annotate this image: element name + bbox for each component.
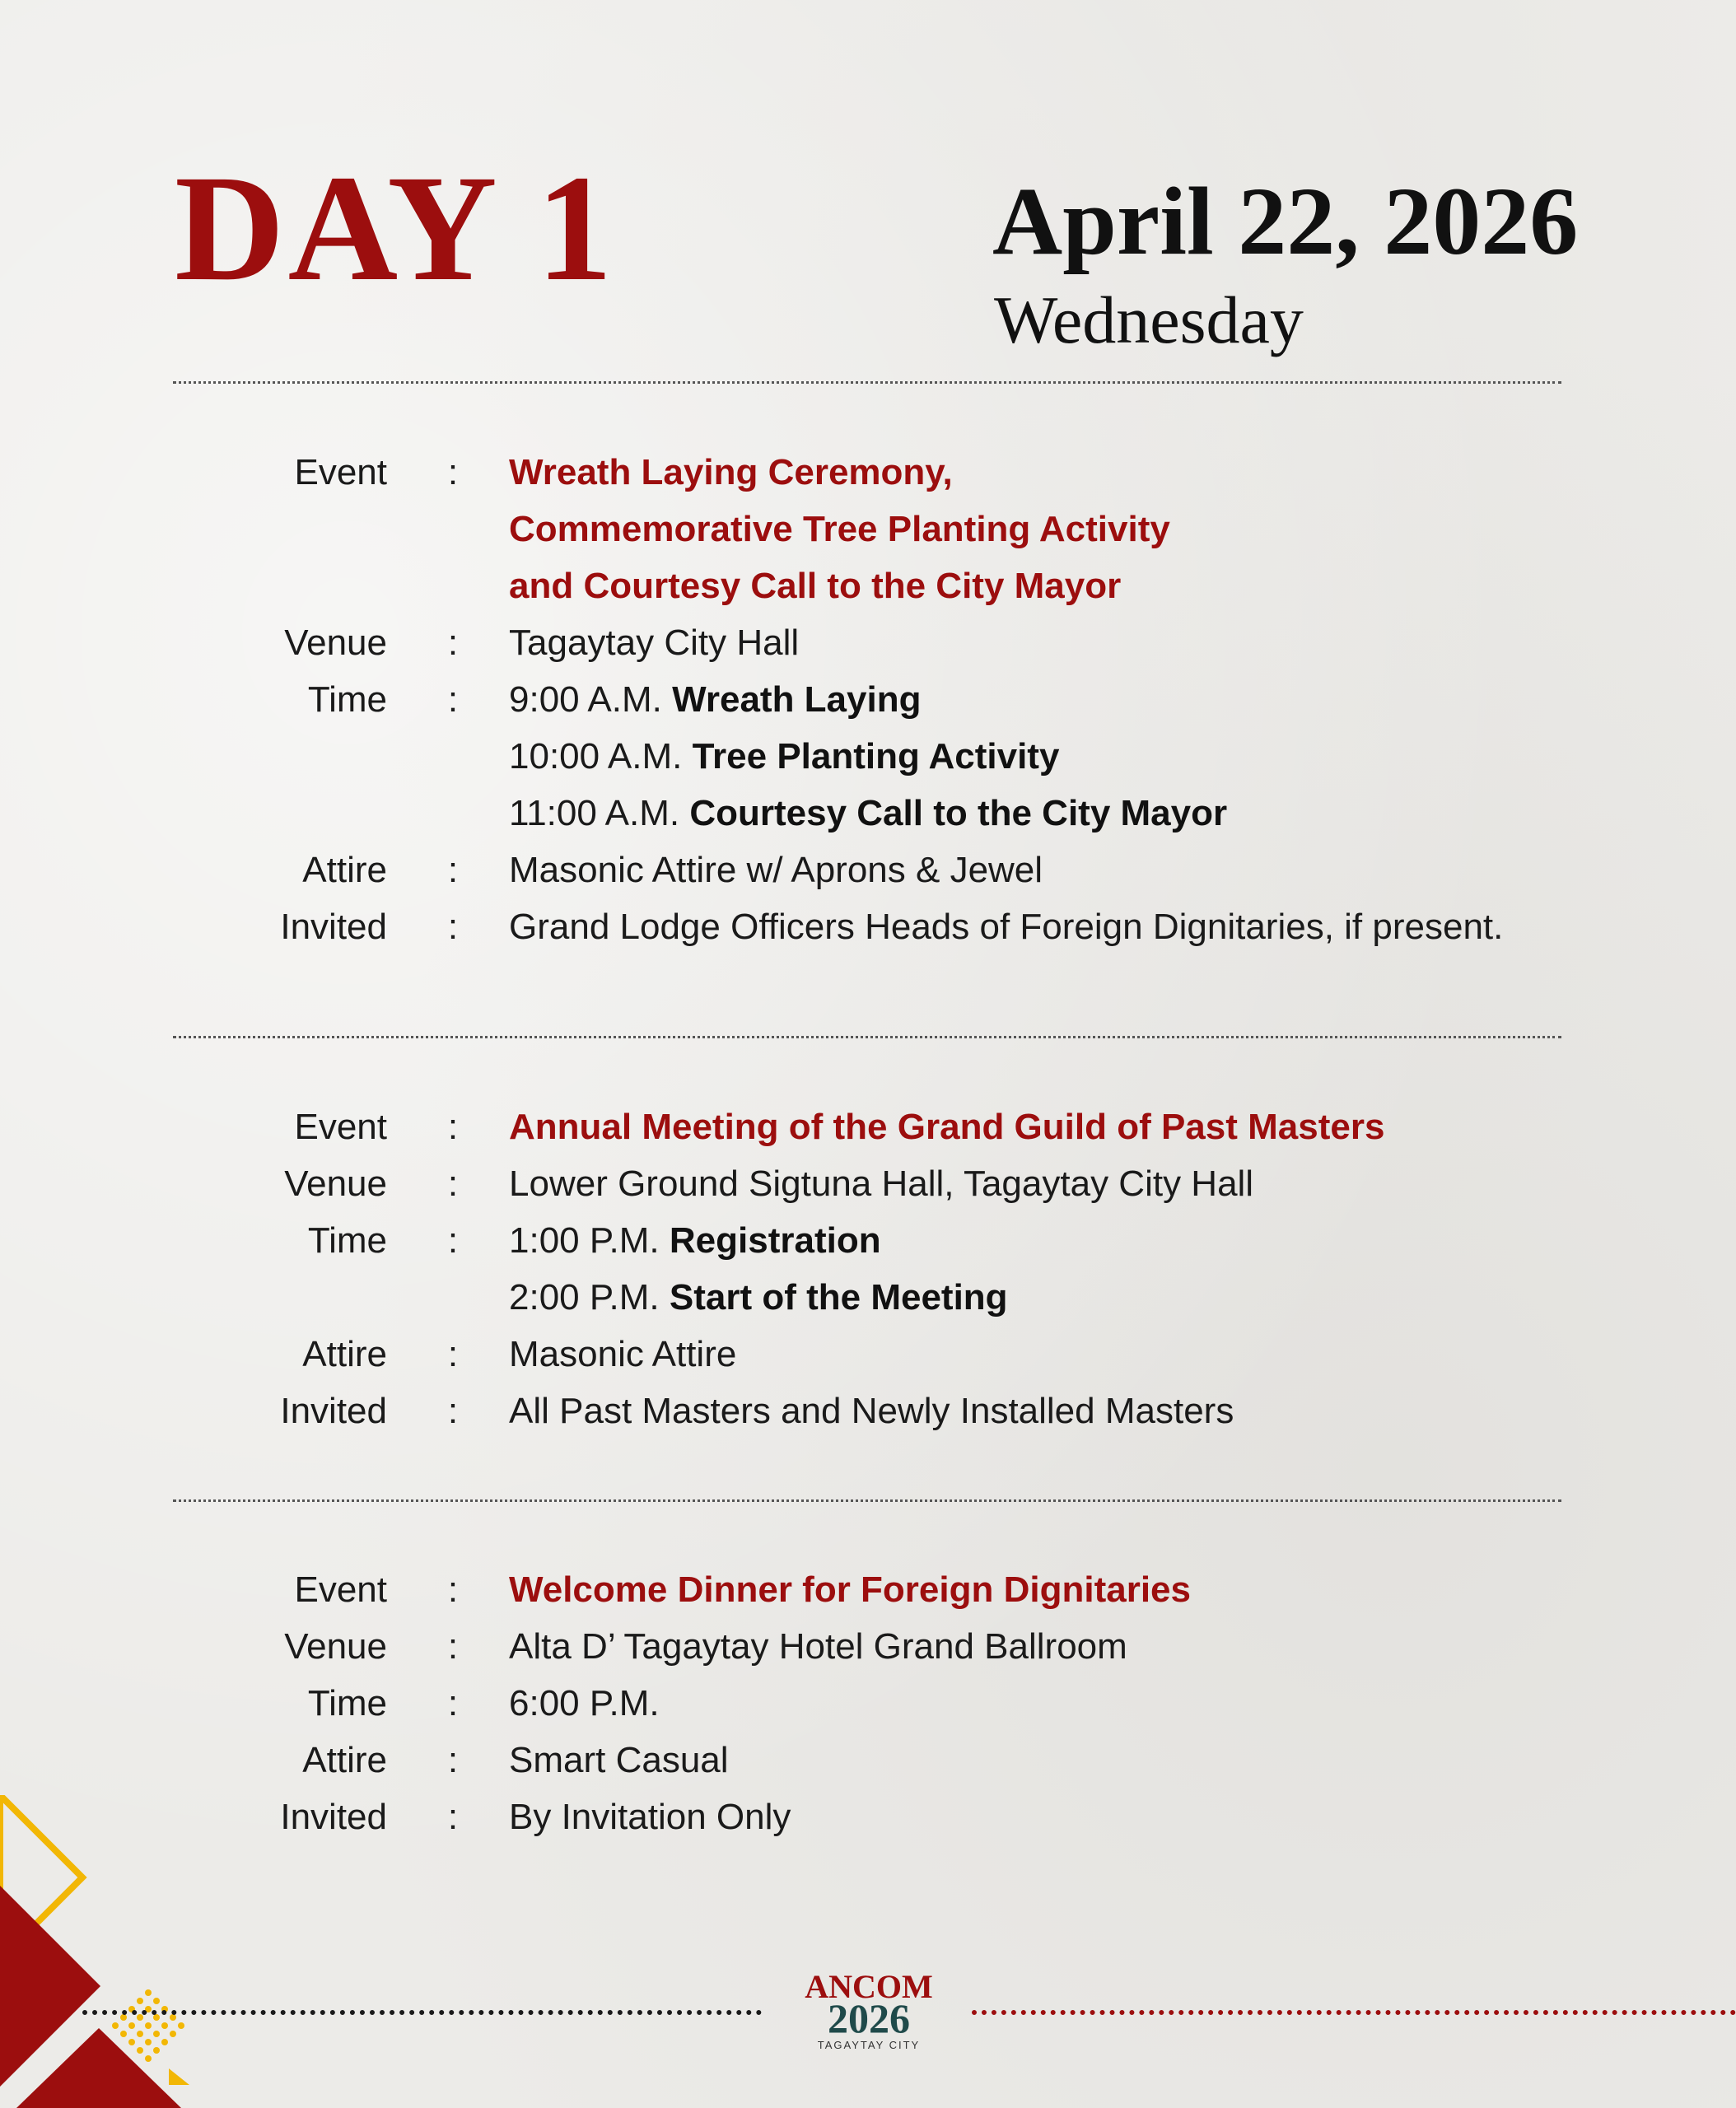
time-entry: [509, 785, 1227, 842]
time-row-continued: [0, 1269, 1736, 1326]
colon: :: [447, 1107, 459, 1147]
event-block-1: [0, 444, 1736, 955]
venue-value: Tagaytay City Hall: [509, 623, 800, 663]
time-description: Courtesy Call to the City Mayor: [689, 793, 1228, 833]
venue-value: Alta D’ Tagaytay Hotel Grand Ballroom: [509, 1626, 1127, 1667]
time-description: Registration: [669, 1220, 881, 1261]
gold-dotted-diamond: [112, 1989, 184, 2062]
time-row: [0, 1212, 1736, 1269]
invited-label: Invited: [280, 907, 387, 947]
time-value: 1:00 P.M.: [509, 1220, 660, 1261]
divider: [173, 1036, 1561, 1038]
event-block-3: [0, 1561, 1736, 1845]
time-row-continued: [0, 728, 1736, 785]
event-label: Event: [294, 1569, 387, 1610]
time-value: 9:00 A.M.: [509, 679, 662, 720]
time-value: 6:00 P.M.: [509, 1683, 660, 1723]
time-value: 2:00 P.M.: [509, 1277, 660, 1318]
event-title-line: Welcome Dinner for Foreign Dignitaries: [509, 1569, 1191, 1610]
logo-line-2: 2026: [828, 1995, 910, 2041]
event-title-line: Commemorative Tree Planting Activity: [509, 509, 1170, 549]
colon: :: [447, 1683, 459, 1723]
invited-row: [0, 1789, 1736, 1845]
colon: :: [447, 679, 459, 720]
time-description: Start of the Meeting: [669, 1277, 1008, 1318]
colon: :: [447, 1164, 459, 1204]
gold-triangle: [169, 2068, 189, 2085]
time-description: Wreath Laying: [672, 679, 922, 720]
colon: :: [447, 452, 459, 492]
invited-value: All Past Masters and Newly Installed Masters: [509, 1391, 1234, 1431]
invited-row: [0, 898, 1736, 955]
time-row: [0, 1675, 1736, 1732]
divider: [173, 381, 1561, 384]
event-row: [0, 444, 1736, 501]
time-value: 10:00 A.M.: [509, 736, 683, 777]
footer-dotted-line-left: [82, 2010, 762, 2015]
attire-value: Smart Casual: [509, 1740, 729, 1780]
time-label: Time: [307, 1683, 387, 1723]
invited-value: Grand Lodge Officers Heads of Foreign Dignitaries, if present.: [509, 907, 1504, 947]
attire-row: [0, 1732, 1736, 1789]
invited-label: Invited: [280, 1797, 387, 1837]
footer-dotted-line-right: [972, 2010, 1736, 2015]
event-row: [0, 1561, 1736, 1618]
colon: :: [447, 907, 459, 947]
time-entry: [509, 671, 921, 728]
event-block-2: [0, 1098, 1736, 1439]
invited-value: By Invitation Only: [509, 1797, 791, 1837]
time-row-continued: [0, 785, 1736, 842]
venue-label: Venue: [284, 623, 387, 663]
corner-decoration: [0, 1795, 214, 2108]
attire-label: Attire: [302, 850, 387, 890]
divider: [173, 1499, 1561, 1502]
colon: :: [447, 1391, 459, 1431]
attire-value: Masonic Attire: [509, 1334, 737, 1374]
attire-row: [0, 842, 1736, 898]
event-row: [0, 1098, 1736, 1155]
event-date: April 22, 2026: [992, 167, 1579, 275]
event-row-continued: [0, 501, 1736, 557]
time-entry: [509, 1212, 881, 1269]
venue-label: Venue: [284, 1164, 387, 1204]
venue-row: [0, 1155, 1736, 1212]
event-title-line: Wreath Laying Ceremony,: [509, 452, 953, 492]
time-entry: [509, 728, 1059, 785]
venue-value: Lower Ground Sigtuna Hall, Tagaytay City Hall: [509, 1164, 1254, 1204]
event-title-line: and Courtesy Call to the City Mayor: [509, 566, 1122, 606]
event-row-continued: [0, 557, 1736, 614]
colon: :: [447, 1626, 459, 1667]
time-row: [0, 671, 1736, 728]
colon: :: [447, 1569, 459, 1610]
venue-row: [0, 1618, 1736, 1675]
attire-label: Attire: [302, 1740, 387, 1780]
venue-row: [0, 614, 1736, 671]
logo-line-1: ANCOM: [805, 1968, 933, 2005]
event-title-line: Annual Meeting of the Grand Guild of Past Masters: [509, 1107, 1385, 1147]
colon: :: [447, 850, 459, 890]
time-description: Tree Planting Activity: [692, 736, 1060, 777]
colon: :: [447, 1740, 459, 1780]
invited-row: [0, 1383, 1736, 1439]
invited-label: Invited: [280, 1391, 387, 1431]
attire-row: [0, 1326, 1736, 1383]
time-label: Time: [307, 679, 387, 720]
day-title: DAY 1: [175, 144, 616, 313]
ancom-2026-logo: [782, 1966, 955, 2057]
colon: :: [447, 623, 459, 663]
colon: :: [447, 1220, 459, 1261]
logo-line-3: TAGAYTAY CITY: [817, 2039, 921, 2051]
time-value: 11:00 A.M.: [509, 793, 680, 833]
time-entry: [509, 1269, 1008, 1326]
attire-label: Attire: [302, 1334, 387, 1374]
colon: :: [447, 1797, 459, 1837]
event-weekday: Wednesday: [994, 282, 1304, 357]
attire-value: Masonic Attire w/ Aprons & Jewel: [509, 850, 1043, 890]
time-label: Time: [307, 1220, 387, 1261]
event-label: Event: [294, 1107, 387, 1147]
venue-label: Venue: [284, 1626, 387, 1667]
colon: :: [447, 1334, 459, 1374]
event-label: Event: [294, 452, 387, 492]
